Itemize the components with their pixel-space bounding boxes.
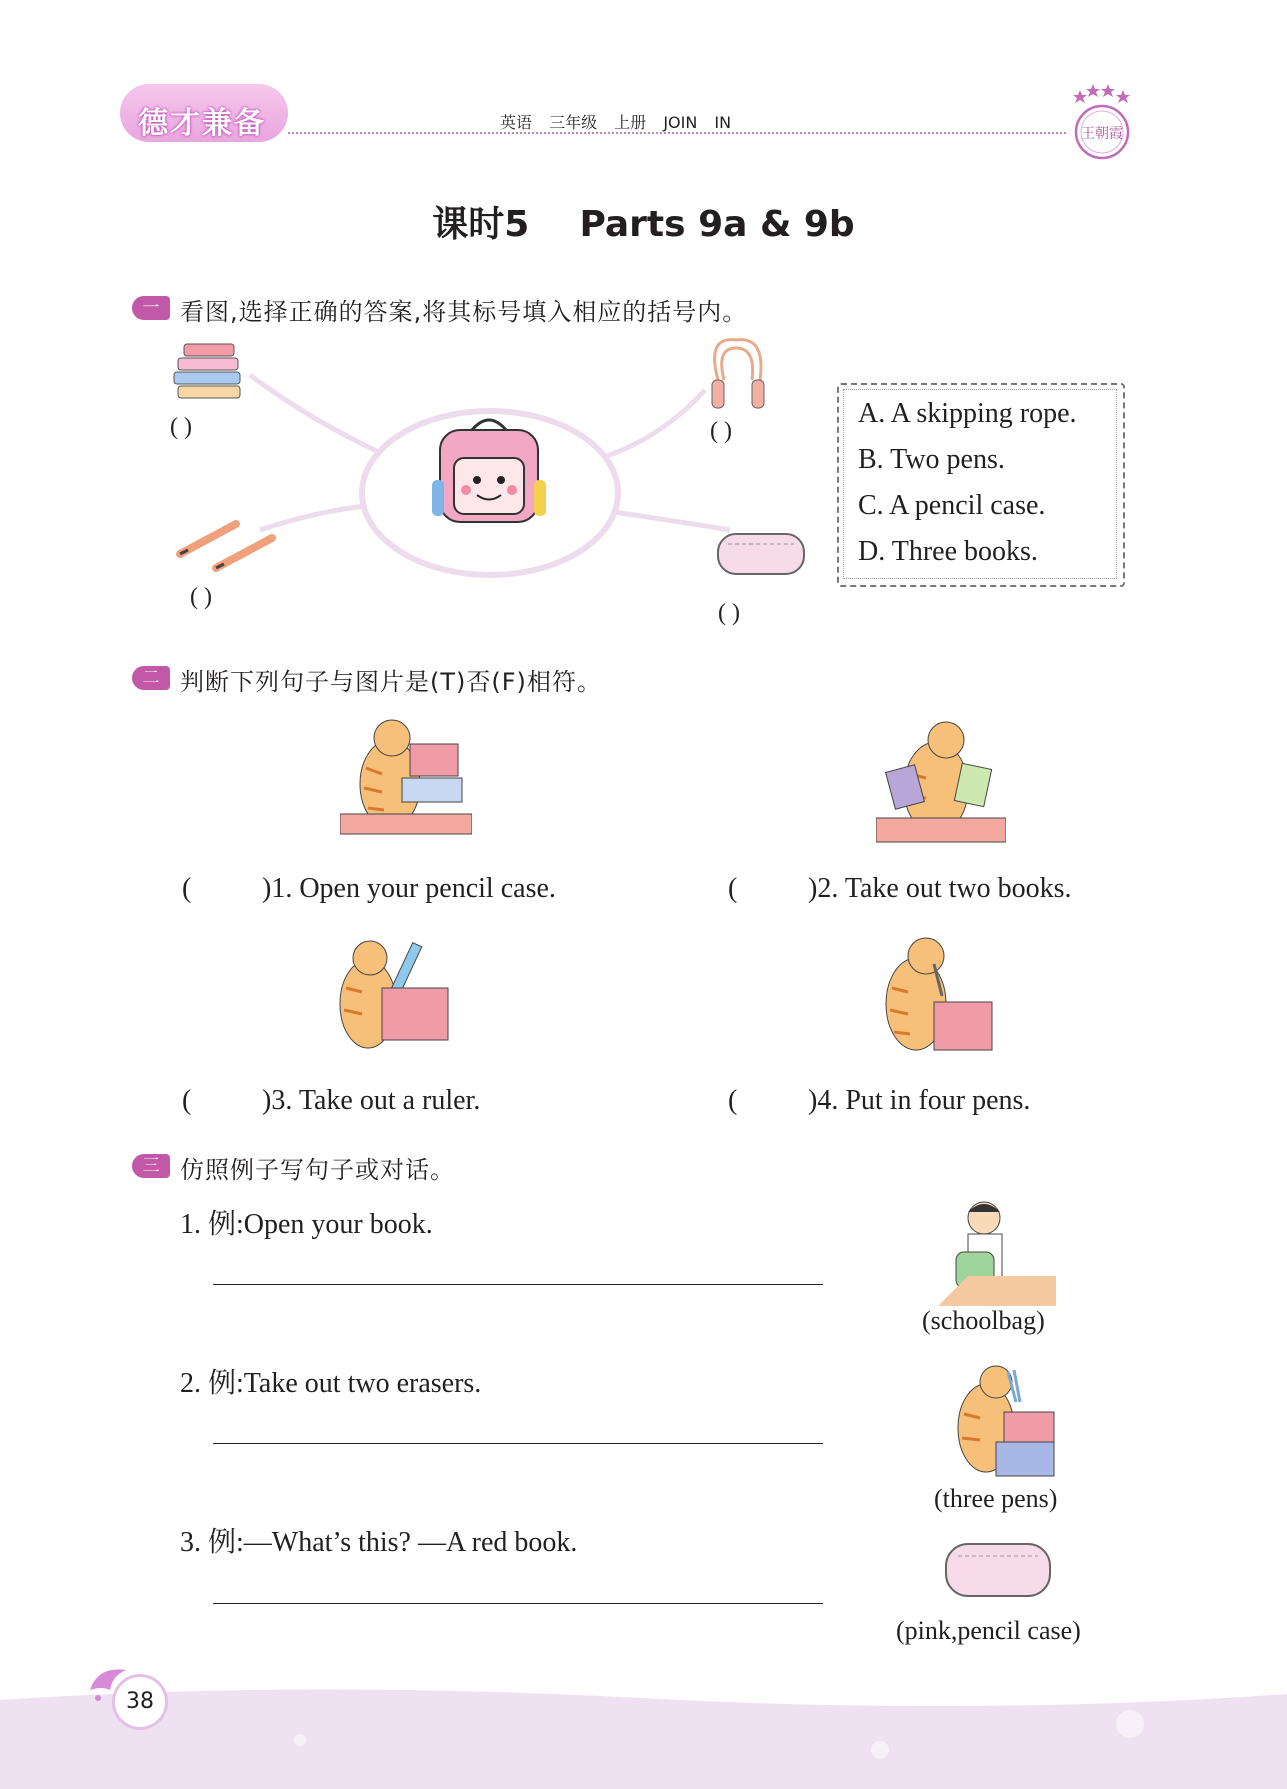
blank-pencil-case[interactable]: ( ) [718, 600, 740, 626]
skipping-rope-icon [712, 340, 764, 408]
cue-three-pens: (three pens) [934, 1484, 1058, 1513]
answer-line-1[interactable] [213, 1284, 823, 1285]
section1-instruction: 看图,选择正确的答案,将其标号填入相应的括号内。 [180, 298, 748, 326]
section1-badge: 一 [132, 296, 170, 320]
tf-blank-4[interactable]: ( [728, 1085, 738, 1116]
tf-sentence-1: )1. Open your pencil case. [262, 873, 556, 904]
mind-map-illustration [150, 330, 830, 630]
tf-blank-1[interactable]: ( [182, 873, 192, 904]
schoolbag-icon [432, 420, 546, 522]
tiger-putting-in-pens-picture [872, 934, 994, 1062]
example-2: 2. 例:Take out two erasers. [180, 1368, 482, 1399]
example-1: 1. 例:Open your book. [180, 1209, 433, 1240]
header-meta [500, 110, 731, 133]
header-volume: 上册 [614, 113, 647, 132]
tiger-taking-out-books-picture [876, 718, 1006, 848]
blank-pens[interactable]: ( ) [190, 584, 212, 610]
section2-badge: 二 [132, 666, 170, 690]
pencil-case-icon [718, 534, 804, 574]
option-a: A. A skipping rope. [858, 398, 1077, 429]
option-d: D. Three books. [858, 536, 1038, 567]
tiger-taking-out-ruler-picture [326, 938, 452, 1060]
cue-schoolbag: (schoolbag) [922, 1306, 1045, 1335]
footer-wave-decoration [0, 1680, 1287, 1789]
seal-text: 王朝霞 [1081, 126, 1123, 142]
lesson-title: 课时5 Parts 9a & 9b [432, 204, 855, 245]
pens-icon [180, 524, 272, 568]
tf-blank-3[interactable]: ( [182, 1085, 192, 1116]
tiger-with-three-pens-picture [946, 1362, 1056, 1480]
pink-pencil-case-picture [942, 1534, 1056, 1608]
section3-instruction: 仿照例子写句子或对话。 [180, 1156, 455, 1184]
boy-with-schoolbag-picture [938, 1196, 1056, 1306]
answer-line-3[interactable] [213, 1603, 823, 1604]
answer-line-2[interactable] [213, 1443, 823, 1444]
blank-books[interactable]: ( ) [170, 414, 192, 440]
tf-sentence-4: )4. Put in four pens. [808, 1085, 1031, 1116]
blank-skipping-rope[interactable]: ( ) [710, 418, 732, 444]
tf-sentence-2: )2. Take out two books. [808, 873, 1072, 904]
books-icon [174, 344, 240, 398]
example-3: 3. 例:—What’s this? —A red book. [180, 1527, 578, 1558]
cue-pink-pencil-case: (pink,pencil case) [896, 1616, 1081, 1645]
section3-badge: 三 [132, 1154, 170, 1178]
tiger-opening-pencil-case-picture [340, 718, 472, 842]
section2-instruction: 判断下列句子与图片是(T)否(F)相符。 [180, 668, 602, 696]
header-subject: 英语 [500, 113, 533, 132]
publisher-seal-logo [1066, 82, 1138, 164]
option-b: B. Two pens. [858, 444, 1005, 475]
header-grade: 三年级 [549, 113, 598, 132]
brand-name: 德才兼备 [138, 106, 266, 141]
tf-sentence-3: )3. Take out a ruler. [262, 1085, 481, 1116]
option-c: C. A pencil case. [858, 490, 1046, 521]
tf-blank-2[interactable]: ( [728, 873, 738, 904]
page-number: 38 [112, 1674, 168, 1730]
header-edition: JOIN IN [663, 113, 732, 132]
